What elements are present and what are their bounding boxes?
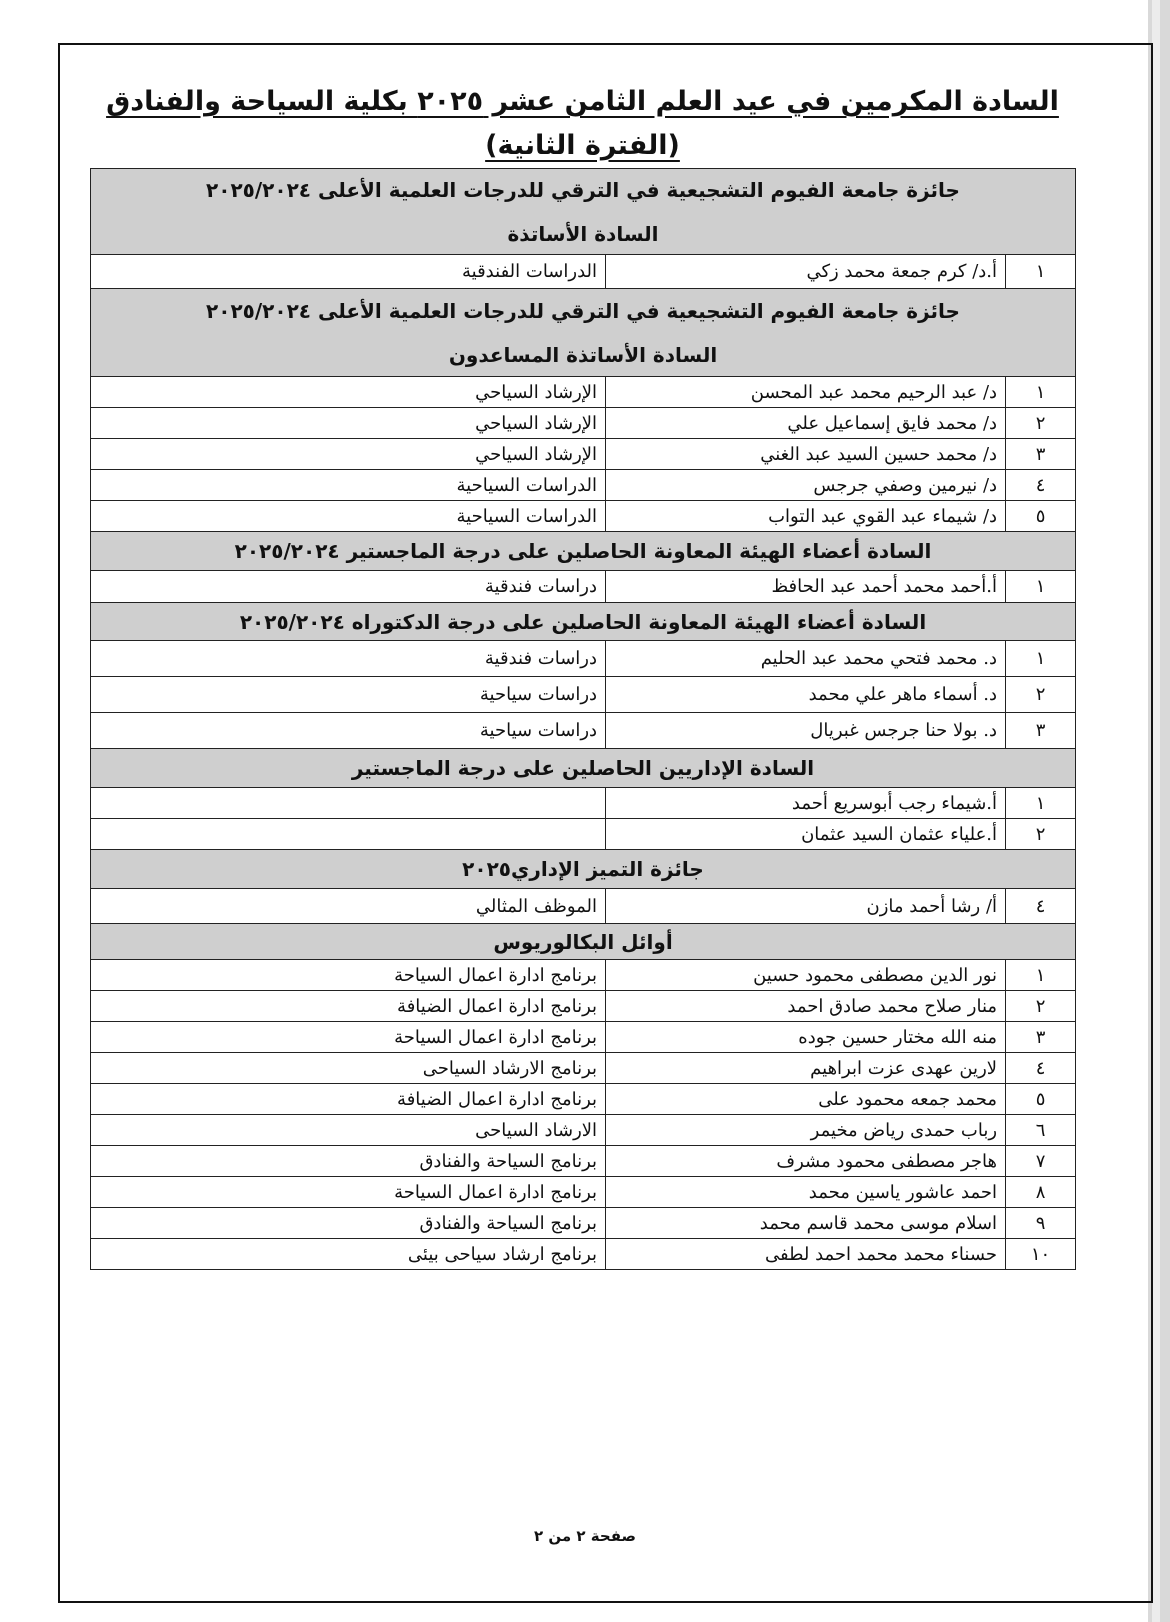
table-row [91, 439, 1076, 470]
honoree-name: أ/ رشا أحمد مازن [606, 889, 1006, 924]
department: برنامج السياحة والفنادق [91, 1146, 606, 1177]
row-number: ٤ [1006, 889, 1076, 924]
table-row [91, 960, 1076, 991]
honoree-name: لارين عهدى عزت ابراهيم [606, 1053, 1006, 1084]
section-subtitle: السادة الأساتذة المساعدون [448, 342, 718, 367]
row-number: ٧ [1006, 1146, 1076, 1177]
section-title: السادة الإداريين الحاصلين على درجة الماجستير [351, 756, 815, 780]
table-row [91, 255, 1076, 289]
department: دراسات سياحية [91, 713, 606, 749]
honoree-name: اسلام موسى محمد قاسم محمد [606, 1208, 1006, 1239]
honoree-name: د/ عبد الرحيم محمد عبد المحسن [606, 377, 1006, 408]
section-title: أوائل البكالوريوس [493, 929, 673, 954]
row-number: ٤ [1006, 470, 1076, 501]
department [91, 819, 606, 850]
honoree-name: محمد جمعه محمود على [606, 1084, 1006, 1115]
section-heading-cell [91, 924, 1076, 960]
table-row [91, 408, 1076, 439]
table-row [91, 1177, 1076, 1208]
section-heading [91, 603, 1076, 641]
department: الارشاد السياحى [91, 1115, 606, 1146]
section-heading [91, 169, 1076, 255]
table-row [91, 819, 1076, 850]
honoree-name: حسناء محمد محمد احمد لطفى [606, 1239, 1006, 1270]
honoree-name: د. بولا حنا جرجس غبريال [606, 713, 1006, 749]
honoree-name: د. محمد فتحي محمد عبد الحليم [606, 641, 1006, 677]
row-number: ٢ [1006, 408, 1076, 439]
department: برنامج السياحة والفنادق [91, 1208, 606, 1239]
section-heading [91, 924, 1076, 960]
row-number: ١ [1006, 960, 1076, 991]
table-row [91, 1239, 1076, 1270]
section-title: جائزة التميز الإداري٢٠٢٥ [462, 857, 704, 881]
table-row [91, 641, 1076, 677]
table-row [91, 1208, 1076, 1239]
table-row [91, 677, 1076, 713]
row-number: ٣ [1006, 713, 1076, 749]
department: الإرشاد السياحي [91, 408, 606, 439]
table-row [91, 1053, 1076, 1084]
department: برنامج ادارة اعمال السياحة [91, 1022, 606, 1053]
honoree-name: نور الدين مصطفى محمود حسين [606, 960, 1006, 991]
honoree-name: رباب حمدى رياض مخيمر [606, 1115, 1006, 1146]
row-number: ٨ [1006, 1177, 1076, 1208]
row-number: ٤ [1006, 1053, 1076, 1084]
row-number: ٣ [1006, 1022, 1076, 1053]
department: برنامج ادارة اعمال الضيافة [91, 991, 606, 1022]
section-heading-cell [91, 749, 1076, 788]
honorees-table [90, 168, 1076, 1270]
honoree-name: منه الله مختار حسين جوده [606, 1022, 1006, 1053]
honoree-name: منار صلاح محمد صادق احمد [606, 991, 1006, 1022]
table-row [91, 1146, 1076, 1177]
document-title [90, 80, 1075, 168]
table-row [91, 991, 1076, 1022]
department: الإرشاد السياحي [91, 377, 606, 408]
title-line-1: السادة المكرمين في عيد العلم الثامن عشر ٢٠٢٥ بكلية السياحة والفنادق [106, 86, 1059, 117]
row-number: ٦ [1006, 1115, 1076, 1146]
section-heading [91, 850, 1076, 889]
honoree-name: أ.د/ كرم جمعة محمد زكي [606, 255, 1006, 289]
honoree-name: د/ محمد حسين السيد عبد الغني [606, 439, 1006, 470]
row-number: ١ [1006, 255, 1076, 289]
honoree-name: د. أسماء ماهر علي محمد [606, 677, 1006, 713]
department: دراسات سياحية [91, 677, 606, 713]
department: برنامج الارشاد السياحى [91, 1053, 606, 1084]
department: الموظف المثالي [91, 889, 606, 924]
department: دراسات فندقية [91, 571, 606, 603]
honoree-name: د/ شيماء عبد القوي عبد التواب [606, 501, 1006, 532]
row-number: ٢ [1006, 819, 1076, 850]
honoree-name: أ.أحمد محمد أحمد عبد الحافظ [606, 571, 1006, 603]
department: برنامج ارشاد سياحى بيئى [91, 1239, 606, 1270]
department: الدراسات السياحية [91, 470, 606, 501]
table-row [91, 1022, 1076, 1053]
table-row [91, 889, 1076, 924]
table-row [91, 713, 1076, 749]
section-heading-cell [91, 603, 1076, 641]
section-title: السادة أعضاء الهيئة المعاونة الحاصلين على درجة الدكتوراه ٢٠٢٥/٢٠٢٤ [239, 609, 927, 634]
row-number: ٩ [1006, 1208, 1076, 1239]
table-row [91, 501, 1076, 532]
honoree-name: احمد عاشور ياسين محمد [606, 1177, 1006, 1208]
department: برنامج ادارة اعمال الضيافة [91, 1084, 606, 1115]
table-row [91, 788, 1076, 819]
honoree-name: د/ محمد فايق إسماعيل علي [606, 408, 1006, 439]
row-number: ٢ [1006, 677, 1076, 713]
section-heading [91, 532, 1076, 571]
row-number: ١ [1006, 377, 1076, 408]
row-number: ٣ [1006, 439, 1076, 470]
row-number: ١ [1006, 571, 1076, 603]
department: الدراسات الفندقية [91, 255, 606, 289]
department [91, 788, 606, 819]
table-row [91, 377, 1076, 408]
department: برنامج ادارة اعمال السياحة [91, 960, 606, 991]
section-heading [91, 289, 1076, 377]
section-heading-cell [91, 850, 1076, 889]
row-number: ٥ [1006, 1084, 1076, 1115]
honoree-name: هاجر مصطفى محمود مشرف [606, 1146, 1006, 1177]
row-number: ٥ [1006, 501, 1076, 532]
section-title: جائزة جامعة الفيوم التشجيعية في الترقي للدرجات العلمية الأعلى ٢٠٢٥/٢٠٢٤ [206, 298, 960, 323]
honoree-name: أ.شيماء رجب أبوسريع أحمد [606, 788, 1006, 819]
section-heading-cell [91, 169, 1076, 255]
section-heading-cell [91, 289, 1076, 377]
honoree-name: د/ نيرمين وصفي جرجس [606, 470, 1006, 501]
section-heading-cell [91, 532, 1076, 571]
honoree-name: أ.علياء عثمان السيد عثمان [606, 819, 1006, 850]
section-title: السادة أعضاء الهيئة المعاونة الحاصلين على درجة الماجستير ٢٠٢٥/٢٠٢٤ [234, 539, 932, 563]
page-number: صفحة ٢ من ٢ [534, 1527, 636, 1545]
section-title: جائزة جامعة الفيوم التشجيعية في الترقي للدرجات العلمية الأعلى ٢٠٢٥/٢٠٢٤ [206, 177, 960, 202]
title-line-2: (الفترة الثانية) [485, 130, 680, 161]
department: الإرشاد السياحي [91, 439, 606, 470]
row-number: ٢ [1006, 991, 1076, 1022]
table-row [91, 1084, 1076, 1115]
section-subtitle: السادة الأساتذة [507, 221, 659, 246]
table-row [91, 1115, 1076, 1146]
department: دراسات فندقية [91, 641, 606, 677]
department: الدراسات السياحية [91, 501, 606, 532]
department: برنامج ادارة اعمال السياحة [91, 1177, 606, 1208]
section-heading [91, 749, 1076, 788]
table-row [91, 470, 1076, 501]
table-row [91, 571, 1076, 603]
row-number: ١ [1006, 788, 1076, 819]
row-number: ١ [1006, 641, 1076, 677]
row-number: ١٠ [1006, 1239, 1076, 1270]
